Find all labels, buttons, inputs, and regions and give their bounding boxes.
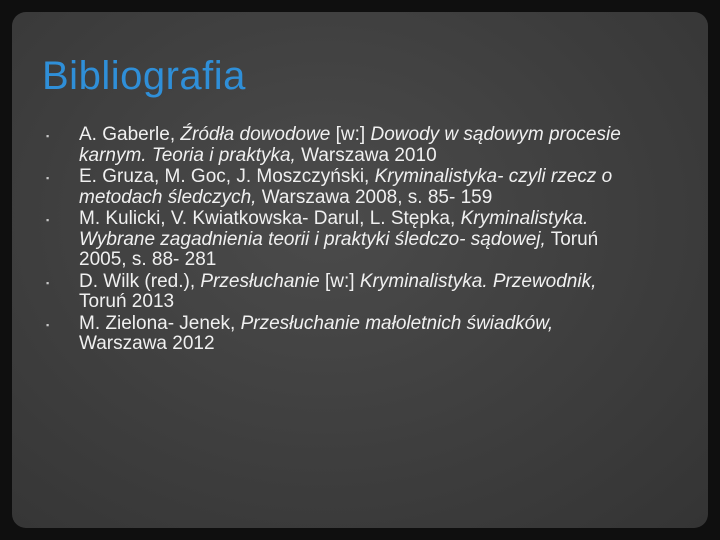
reference-title: Przesłuchanie — [200, 270, 320, 292]
reference-title: Przesłuchanie małoletnich świadków, — [240, 312, 554, 334]
reference-text: Warszawa 2012 — [79, 333, 215, 354]
reference-text: D. Wilk (red.), — [79, 270, 201, 292]
content-panel — [12, 12, 708, 528]
bullet-icon: ▪ — [46, 173, 50, 183]
bullet-icon: ▪ — [46, 319, 50, 330]
reference-text: M. Zielona- Jenek, — [79, 312, 241, 334]
reference-text: M. Kulicki, V. Kwiatkowska- Darul, L. Stępka, — [79, 208, 461, 229]
bullet-icon: ▪ — [46, 215, 50, 225]
reference-title: Kryminalistyka. Przewodnik, — [359, 270, 597, 292]
reference-text: Toruń 2013 — [79, 291, 175, 312]
reference-text: Warszawa 2010 — [295, 144, 437, 166]
reference-text: [w:] — [319, 270, 360, 292]
reference-title: Źródła dowodowe — [180, 124, 331, 145]
bibliography-item — [46, 272, 646, 313]
bullet-icon: ▪ — [46, 131, 50, 141]
reference-text: A. Gaberle, — [79, 124, 181, 145]
reference-title: Kryminalistyka. Wybrane zagadnienia teorii i praktyki śledczo- sądowej, — [79, 208, 589, 250]
reference-text: Warszawa 2008, s. 85- 159 — [256, 186, 493, 208]
bibliography-item — [46, 167, 646, 208]
reference-text: E. Gruza, M. Goc, J. Moszczyński, — [79, 166, 375, 187]
reference-title: Dowody w sądowym procesie karnym. Teoria i praktyka, — [79, 124, 621, 166]
bibliography-item — [46, 209, 646, 271]
slide-title: Bibliografia — [42, 54, 246, 98]
bullet-icon: ▪ — [46, 277, 50, 288]
reference-title: Kryminalistyka- czyli rzecz o metodach śledczych, — [79, 166, 613, 208]
reference-text: [w:] — [330, 124, 371, 145]
bibliography-item — [46, 314, 646, 355]
bibliography-list — [46, 125, 646, 356]
bibliography-item — [46, 125, 646, 166]
reference-text: Toruń 2005, s. 88- 281 — [79, 228, 599, 270]
